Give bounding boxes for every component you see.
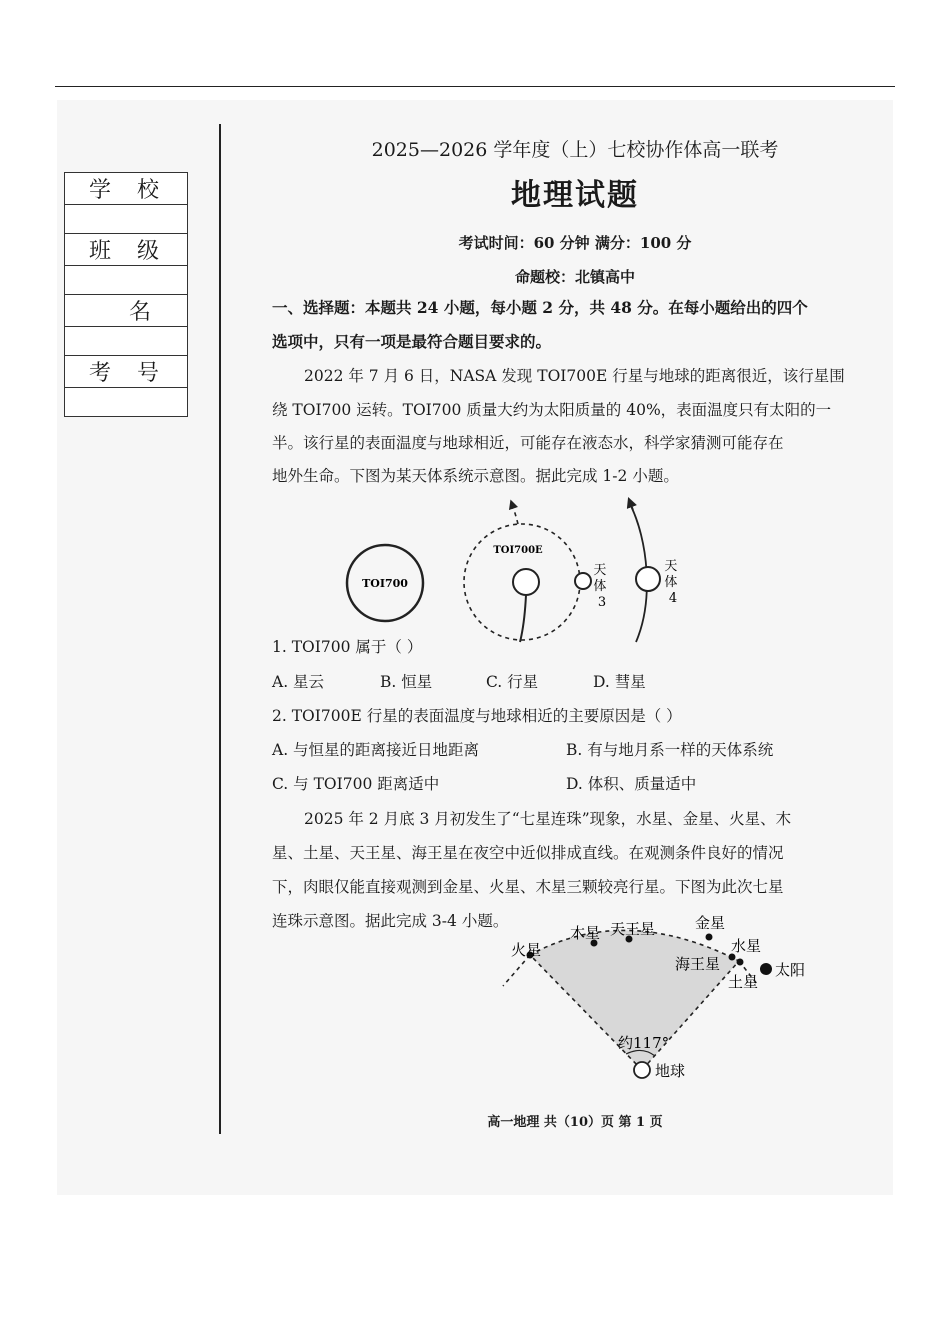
student-info-box bbox=[64, 172, 188, 417]
saturn-label: 土星 bbox=[728, 973, 759, 991]
passage1-line-4: 地外生命。下图为某天体系统示意图。据此完成 1-2 小题。 bbox=[272, 467, 679, 485]
class-field[interactable] bbox=[65, 266, 188, 295]
body-4 bbox=[636, 567, 660, 591]
body-4-label: 天 体 4 bbox=[664, 559, 678, 606]
alignment-arc-ext-left bbox=[503, 955, 530, 986]
sun-label: 太阳 bbox=[775, 961, 806, 979]
id-field[interactable] bbox=[65, 388, 188, 417]
id-label: 考号 bbox=[65, 356, 188, 388]
venus-dot bbox=[706, 934, 713, 941]
earth-circle bbox=[634, 1062, 650, 1078]
passage2-line-2: 星、土星、天王星、海王星在夜空中近似排成直线。在观测条件良好的情况 bbox=[272, 844, 784, 862]
planet-orbit-line bbox=[520, 595, 526, 642]
passage1-line-1: 2022 年 7 月 6 日，NASA 发现 TOI700E 行星与地球的距离很近，该行星围 bbox=[304, 367, 845, 385]
section-heading-line-1: 一、选择题：本题共 24 小题，每小题 2 分，共 48 分。在每小题给出的四个 bbox=[272, 298, 808, 317]
exam-title: 2025—2026 学年度（上）七校协作体高一联考 bbox=[371, 139, 779, 161]
school-field[interactable] bbox=[65, 205, 188, 234]
q1-option-d[interactable]: D. 彗星 bbox=[593, 673, 646, 691]
body-3 bbox=[575, 573, 591, 589]
binding-line bbox=[219, 124, 221, 1134]
star-toi700-label: TOI700 bbox=[362, 577, 408, 590]
passage1-line-3: 半。该行星的表面温度与地球相近，可能存在液态水，科学家猜测可能存在 bbox=[272, 434, 784, 452]
name-field[interactable] bbox=[65, 327, 188, 356]
figure-planet-alignment bbox=[495, 908, 825, 1088]
passage2-line-4: 连珠示意图。据此完成 3-4 小题。 bbox=[272, 912, 509, 930]
passage2-line-1: 2025 年 2 月底 3 月初发生了“七星连珠”现象，水星、金星、火星、木 bbox=[304, 810, 792, 828]
class-label: 班级 bbox=[65, 234, 188, 266]
exam-info: 考试时间：60 分钟 满分：100 分 bbox=[458, 234, 692, 252]
page-footer: 高一地理 共（10）页 第 1 页 bbox=[487, 1115, 663, 1130]
venus-label: 金星 bbox=[695, 914, 726, 932]
passage1-line-2: 绕 TOI700 运转。TOI700 质量大约为太阳质量的 40%，表面温度只有太阳的一 bbox=[272, 401, 832, 419]
figure-star-system bbox=[330, 490, 700, 650]
q2-option-d[interactable]: D. 体积、质量适中 bbox=[566, 775, 697, 793]
q1-option-c[interactable]: C. 行星 bbox=[486, 673, 539, 691]
section-heading-line-2: 选项中，只有一项是最符合题目要求的。 bbox=[272, 332, 552, 351]
earth-label: 地球 bbox=[655, 1062, 686, 1080]
jupiter-label: 木星 bbox=[570, 924, 601, 942]
q2-option-b[interactable]: B. 有与地月系一样的天体系统 bbox=[566, 741, 774, 759]
planet-toi700e bbox=[513, 569, 539, 595]
mars-label: 火星 bbox=[511, 941, 542, 959]
planet-toi700e-label: TOI700E bbox=[493, 545, 543, 556]
q1-stem: 1. TOI700 属于（ ） bbox=[272, 638, 423, 656]
q2-option-a[interactable]: A. 与恒星的距离接近日地距离 bbox=[272, 741, 480, 759]
neptune-dot bbox=[737, 959, 744, 966]
sun-dot bbox=[760, 963, 772, 975]
q1-option-a[interactable]: A. 星云 bbox=[272, 673, 325, 691]
school-label: 学校 bbox=[65, 173, 188, 205]
orbit-arrow bbox=[512, 504, 518, 524]
angle-label: 约117° bbox=[618, 1034, 670, 1052]
school-info: 命题校：北镇高中 bbox=[514, 268, 635, 286]
body-3-label: 天 体 3 bbox=[593, 563, 607, 610]
top-rule bbox=[55, 86, 895, 87]
q1-option-b[interactable]: B. 恒星 bbox=[380, 673, 433, 691]
neptune-label: 海王星 bbox=[675, 955, 721, 973]
name-label: 名 bbox=[65, 295, 188, 327]
uranus-label: 天王星 bbox=[610, 920, 656, 938]
q2-option-c[interactable]: C. 与 TOI700 距离适中 bbox=[272, 775, 440, 793]
passage2-line-3: 下，肉眼仅能直接观测到金星、火星、木星三颗较亮行星。下图为此次七星 bbox=[272, 878, 784, 896]
mercury-label: 水星 bbox=[731, 937, 762, 955]
subject-title: 地理试题 bbox=[511, 178, 639, 213]
q2-stem: 2. TOI700E 行星的表面温度与地球相近的主要原因是（ ） bbox=[272, 707, 682, 725]
